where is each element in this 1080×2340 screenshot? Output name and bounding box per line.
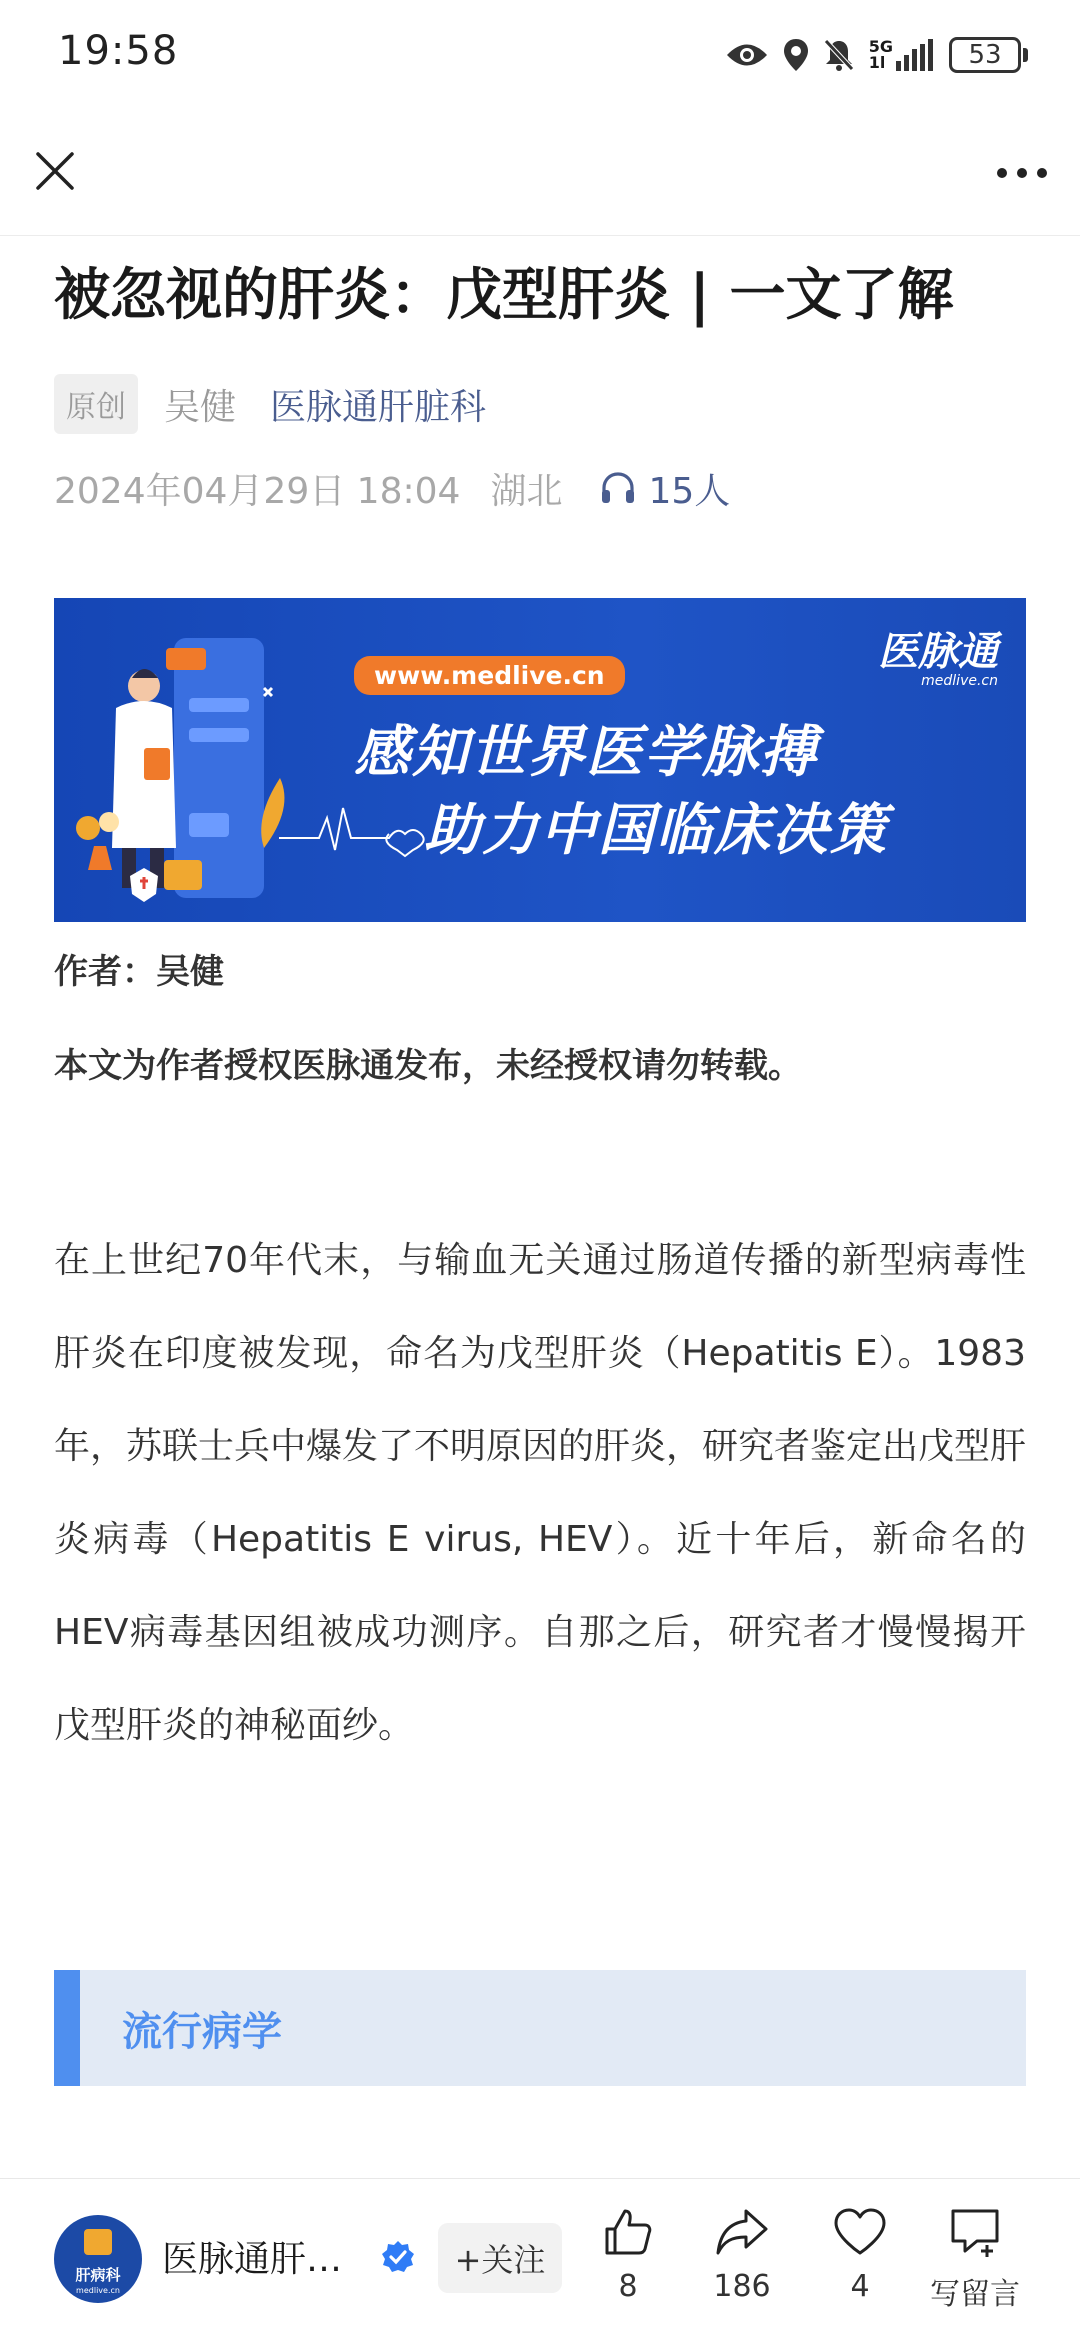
network-sub: 1l <box>868 53 886 72</box>
article-byline: 作者：吴健 <box>54 952 224 992</box>
banner-logo-url: medlive.cn <box>921 673 998 689</box>
bell-muted-icon <box>823 38 855 72</box>
comment-label: 写留言 <box>930 2277 1020 2312</box>
write-comment-button[interactable] <box>920 2205 1030 2313</box>
status-bar <box>0 0 1080 110</box>
banner-url: www.medlive.cn <box>354 656 625 695</box>
status-icons <box>725 30 1028 80</box>
original-badge: 原创 <box>54 374 138 434</box>
article-meta <box>54 376 486 432</box>
like-button[interactable] <box>598 2205 658 2304</box>
medlive-logo <box>878 620 998 689</box>
headphones-icon <box>600 471 636 505</box>
eye-icon <box>725 40 769 70</box>
comment-icon <box>947 2205 1003 2259</box>
publish-time: 2024年04月29日 18:04 <box>54 470 461 512</box>
heartbeat-line <box>279 798 439 858</box>
location-icon <box>783 38 809 72</box>
article-meta-details <box>54 460 730 516</box>
cellular-signal-icon <box>869 39 935 71</box>
section-heading: 流行病学 <box>54 1970 1026 2086</box>
thumbs-up-icon <box>601 2205 655 2259</box>
battery-level: 53 <box>949 37 1021 73</box>
listen-button[interactable] <box>600 463 730 514</box>
heart-icon <box>832 2205 888 2259</box>
account-avatar[interactable] <box>54 2215 142 2303</box>
avatar-url: medlive.cn <box>76 2286 120 2295</box>
article-title: 被忽视的肝炎：戊型肝炎 | 一文了解 <box>54 263 954 328</box>
share-icon <box>714 2205 770 2259</box>
favorite-button[interactable] <box>830 2205 890 2304</box>
network-type: 5G <box>868 37 893 56</box>
battery-icon <box>949 37 1028 73</box>
more-options-icon[interactable] <box>994 158 1050 188</box>
doctor-illustration <box>54 598 324 922</box>
share-count: 186 <box>713 2269 771 2304</box>
copyright-notice: 本文为作者授权医脉通发布，未经授权请勿转载。 <box>54 1046 802 1086</box>
favorite-count: 4 <box>850 2269 870 2304</box>
banner-slogan-line2: 助力中国临床决策 <box>424 798 888 863</box>
nav-bar <box>0 110 1080 236</box>
promo-banner[interactable] <box>54 598 1026 922</box>
author-name: 吴健 <box>164 386 237 428</box>
share-button[interactable] <box>704 2205 780 2304</box>
banner-logo-name: 医脉通 <box>878 629 998 675</box>
verified-icon <box>380 2239 416 2279</box>
account-name[interactable]: 医脉通肝… <box>162 2239 343 2280</box>
status-time: 19:58 <box>58 28 179 74</box>
publish-location: 湖北 <box>490 470 563 512</box>
listener-count: 15人 <box>648 470 731 512</box>
avatar-label: 肝病科 <box>75 2266 121 2284</box>
article-paragraph: 在上世纪70年代末，与输血无关通过肠道传播的新型病毒性肝炎在印度被发现，命名为戊型肝炎（Hepatitis E）。1983年，苏联士兵中爆发了不明原因的肝炎，研究者鉴定出戊型肝炎病毒（Hepatitis E virus, HEV）。近十年后，新命名的HEV病毒基因组被成功测序。自那之后，研究者才慢慢揭开戊型肝炎的神秘面纱。 <box>54 1240 1027 1746</box>
bottom-action-bar <box>0 2178 1080 2340</box>
banner-slogan-line1: 感知世界医学脉搏 <box>354 720 818 785</box>
follow-button[interactable]: +关注 <box>438 2223 562 2293</box>
close-icon[interactable] <box>30 146 80 196</box>
account-link[interactable]: 医脉通肝脏科 <box>270 386 487 428</box>
like-count: 8 <box>618 2269 638 2304</box>
